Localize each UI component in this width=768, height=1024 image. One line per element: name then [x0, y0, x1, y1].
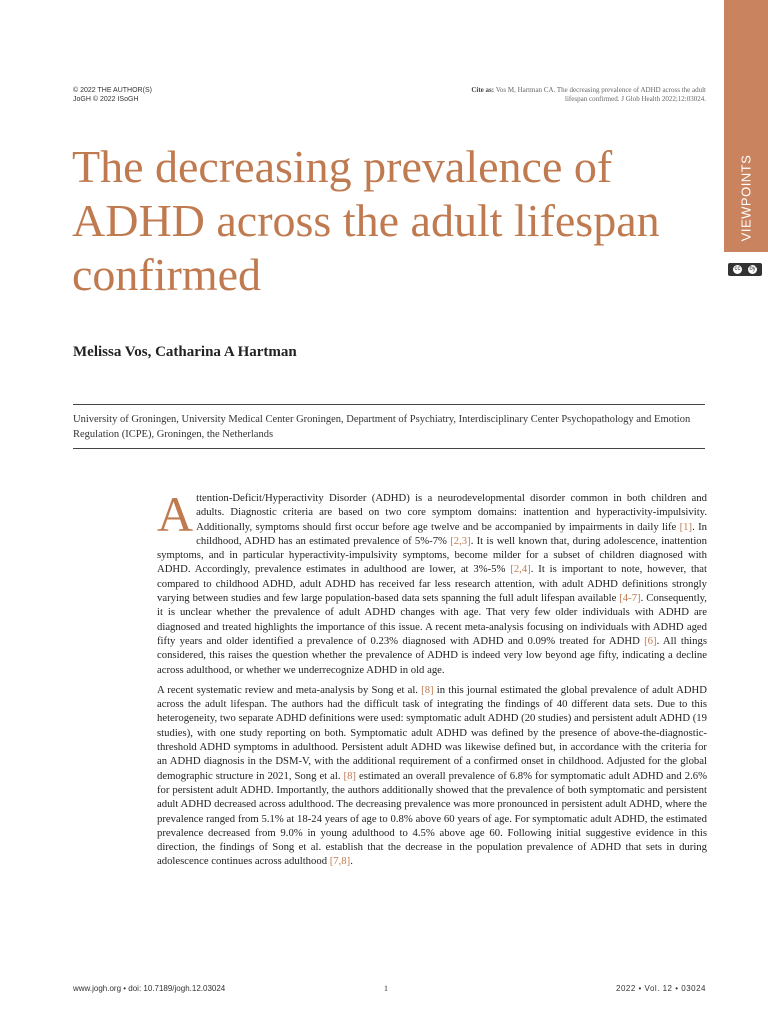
paragraph-text: ttention-Deficit/Hyperactivity Disorder (ADHD) is a neurodevelopmental disorder common in both children and adults. Diagnostic criteria are based on two core symptom domains: inattention and hyperactivity-impulsivity. Additionally, symptoms should first occur before age twelve and be accompanied by impairments in daily life: [196, 492, 707, 533]
divider: [73, 448, 705, 449]
drop-cap: A: [157, 486, 194, 542]
authors: Melissa Vos, Catharina A Hartman: [73, 344, 297, 360]
citation-link[interactable]: [4-7]: [619, 592, 641, 605]
footer-doi[interactable]: www.jogh.org • doi: 10.7189/jogh.12.03024: [73, 984, 226, 993]
citation-link[interactable]: [8]: [343, 769, 356, 782]
citation-link[interactable]: [8]: [421, 683, 434, 696]
divider: [73, 404, 705, 405]
citation-link[interactable]: [6]: [644, 634, 657, 647]
citation-link[interactable]: [1]: [679, 520, 693, 533]
section-tab-label: VIEWPOINTS: [738, 154, 754, 242]
by-icon: by: [749, 266, 756, 272]
cite-label: Cite as:: [471, 86, 495, 94]
paragraph-text: in this journal estimated the global prevalence of adult ADHD across the adult lifespan. The authors had the difficult task of integrating the findings of 40 different data sets. Due to this heterogeneity, two separate ADHD definitions were used: symptomatic adult ADHD (20 studies) and persistent adult ADHD (19 studies), with one study reporting on both. Symptomatic adult ADHD was defined by the presence of above-the-diagnostic-threshold ADHD symptoms in adulthood. Persistent adult ADHD was likewise defined but, in accordance with the criteria for an ADHD diagnosis in the DSM-V, with the additional requirement of a confirmed onset in childhood. Adjusted for the global demographic structure in 2021, Song et al.: [157, 683, 707, 782]
paragraph-text: A recent systematic review and meta-analysis by Song et al.: [157, 683, 422, 696]
paragraph-text: . It is well known that, during adolescence, inattention symptoms, and in particular hyperactivity-impulsivity symptoms, become milder for a subset of children diagnosed with ADHD. Accordingly, prevalence estimates in adulthood are lower, at 3%-5%: [157, 534, 707, 576]
paragraph-text: . In childhood, ADHD has an estimated prevalence of 5%-7%: [196, 520, 707, 547]
cite-as: [466, 86, 706, 104]
citation-link[interactable]: [7,8]: [329, 855, 351, 868]
copyright-line: © 2022 THE AUTHOR(S): [73, 87, 152, 94]
citation-link[interactable]: [2,4]: [510, 563, 531, 576]
paragraph-text: . It is important to note, however, that compared to childhood ADHD, adult ADHD has received far less research attention, with adult ADHD definitions strongly varying between studies and few large population-based data sets spanning the full adult lifespan available: [157, 563, 707, 605]
affiliation: University of Groningen, University Medical Center Groningen, Department of Psychiatry, Interdisciplinary Center Psychopathology and Emotion Regulation (ICPE), Groningen, the Netherlands: [73, 414, 691, 440]
paragraph: [157, 486, 707, 677]
paragraph: [157, 683, 707, 869]
copyright-line: JoGH © 2022 ISoGH: [73, 96, 139, 103]
citation-link[interactable]: [2,3]: [450, 534, 471, 547]
copyright-block: [73, 86, 152, 104]
cc-license-icon[interactable]: [728, 263, 762, 276]
paragraph-text: . All things considered, this raises the question whether the prevalence of ADHD is indeed very low beyond age fifty, indicating a decline across adulthood, or whether we underrecognize ADHD in old age.: [157, 634, 707, 676]
cite-text: Vos M, Hartman CA. The decreasing prevalence of ADHD across the adult lifespan confirmed. J Glob Health 2022;12:03024.: [495, 86, 706, 103]
paragraph-text: .: [350, 855, 353, 868]
paragraph-text: . Consequently, it is unclear whether the prevalence of adult ADHD changes with age. That very few older individuals with ADHD are diagnosed and treated highlights the importance of this issue. A recent meta-analysis focusing on individuals with ADHD aged fifty years and older identified a prevalence of 0.23% diagnosed with ADHD and 0.09% treated for ADHD: [157, 592, 707, 647]
article-title: The decreasing prevalence of ADHD across the adult lifespan confirmed: [72, 141, 660, 300]
cc-icon: cc: [734, 266, 741, 272]
paragraph-text: estimated an overall prevalence of 6.8% for symptomatic adult ADHD and 2.6% for persistent adult ADHD. Importantly, the authors additionally showed that the prevalence of both symptomatic and persistent adult ADHD decreased across adulthood. The decreasing prevalence was more pronounced in persistent adult ADHD, where the prevalence ranged from 5.1% at 18-24 years of age to 0.8% above 60 years of age. For symptomatic adult ADHD, the estimated prevalence decreased from 9.0% in young adulthood to 4.5% above age 60. Following initial suggestive evidence in this direction, the findings of Song et al. establish that the decrease in the population prevalence of ADHD that sets in during adolescence continues across adulthood: [157, 769, 707, 868]
article-body: [157, 486, 707, 875]
footer-volume: 2022 • Vol. 12 • 03024: [616, 984, 706, 993]
page-number: 1: [384, 984, 388, 993]
